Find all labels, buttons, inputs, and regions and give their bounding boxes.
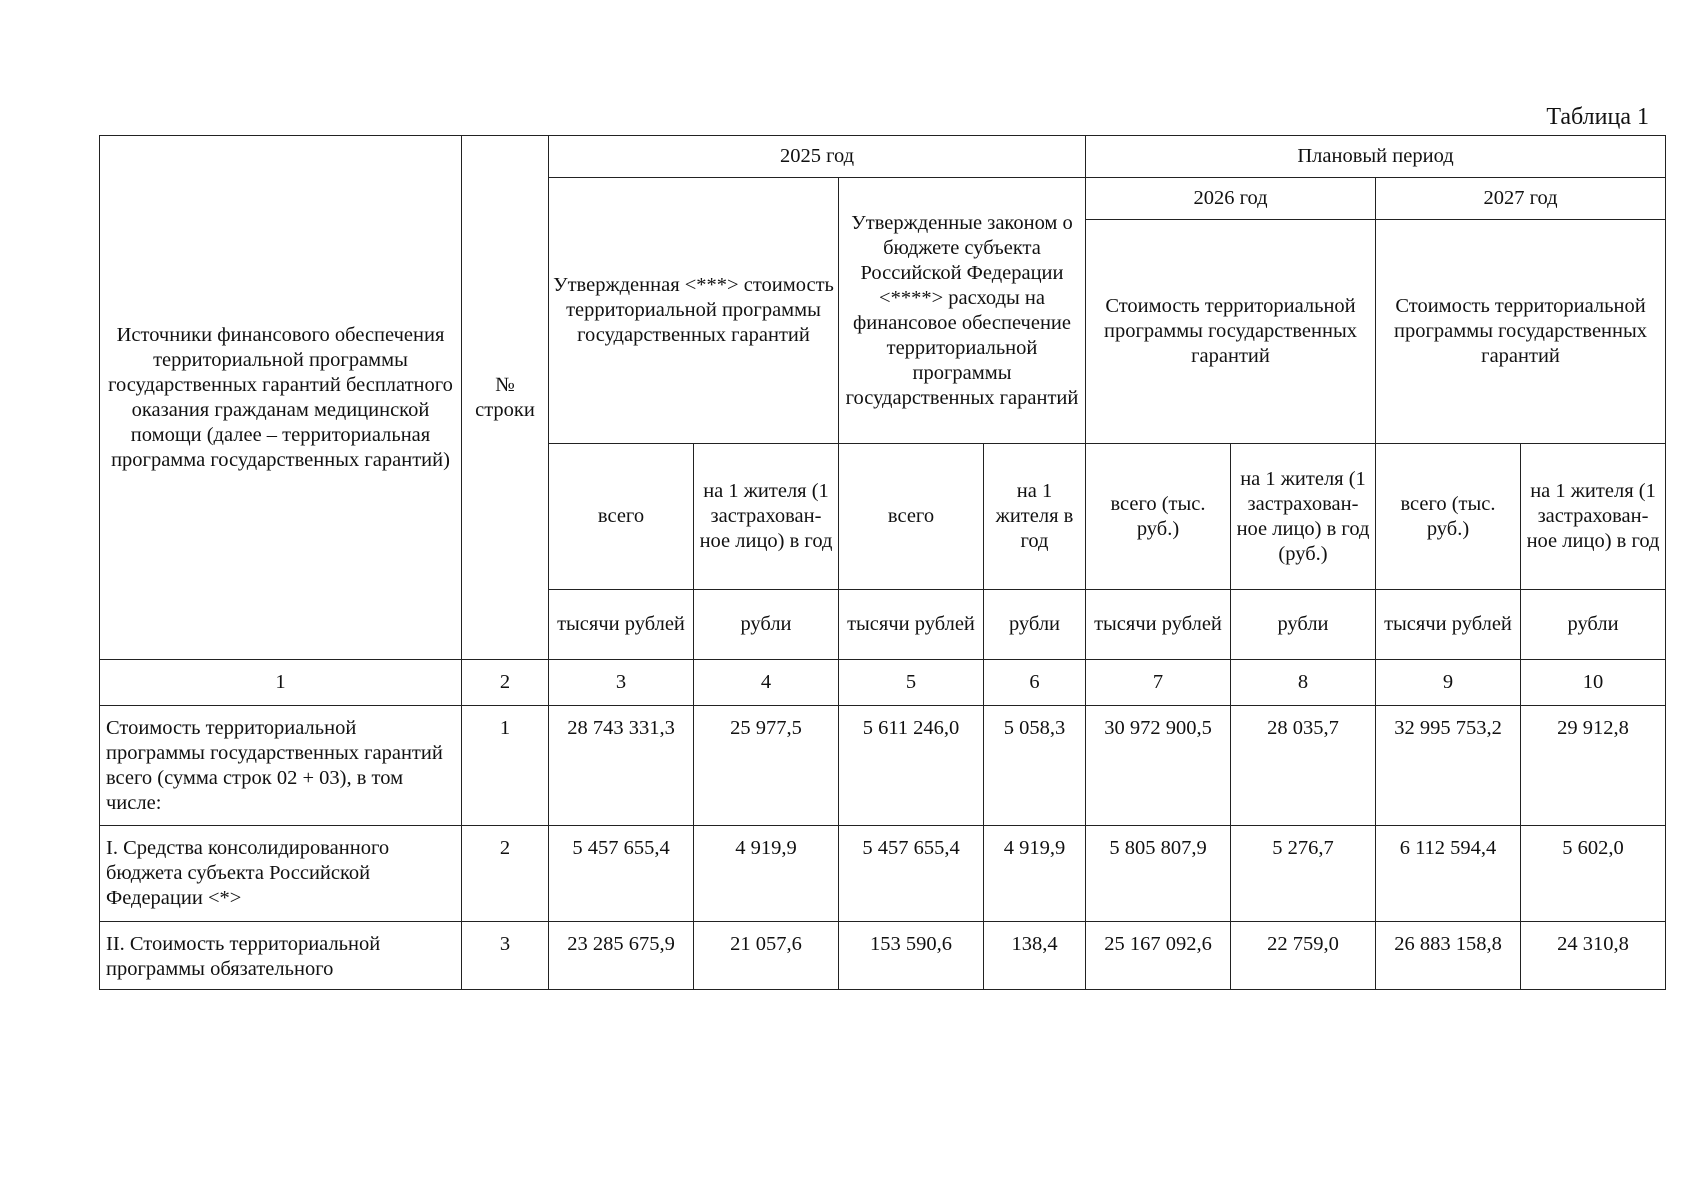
header-year-2027: 2027 год — [1376, 178, 1666, 220]
unit-c4: рубли — [694, 590, 839, 660]
column-number: 3 — [549, 660, 694, 706]
row-label: Стоимость территориальной программы государственных гарантий всего (сумма строк 02 + 03), в том числе: — [100, 706, 462, 826]
header-source: Источники финансового обеспечения территориальной программы государственных гарантий бесплатного оказания гражданам медицинской помощи (далее – территориальная программа государственных гарантий) — [100, 136, 462, 660]
cell-value: 138,4 — [984, 922, 1086, 990]
cell-value: 153 590,6 — [839, 922, 984, 990]
cell-value: 28 035,7 — [1231, 706, 1376, 826]
cell-value: 5 457 655,4 — [549, 826, 694, 922]
cell-value: 5 276,7 — [1231, 826, 1376, 922]
header-approved-cost: Утвержденная <***> стоимость территориальной программы государственных гарантий — [549, 178, 839, 444]
column-number: 1 — [100, 660, 462, 706]
header-c9: всего (тыс. руб.) — [1376, 444, 1521, 590]
header-c4: на 1 жителя (1 застрахован-ное лицо) в год — [694, 444, 839, 590]
header-c10: на 1 жителя (1 застрахован-ное лицо) в год — [1521, 444, 1666, 590]
header-c3: всего — [549, 444, 694, 590]
header-row-number: № строки — [462, 136, 549, 660]
cell-value: 26 883 158,8 — [1376, 922, 1521, 990]
table-caption: Таблица 1 — [1546, 104, 1649, 130]
column-number: 4 — [694, 660, 839, 706]
column-number: 7 — [1086, 660, 1231, 706]
column-number: 9 — [1376, 660, 1521, 706]
column-number: 2 — [462, 660, 549, 706]
cell-value: 30 972 900,5 — [1086, 706, 1231, 826]
cell-value: 21 057,6 — [694, 922, 839, 990]
header-c6: на 1 жителя в год — [984, 444, 1086, 590]
unit-c3: тысячи рублей — [549, 590, 694, 660]
cell-value: 23 285 675,9 — [549, 922, 694, 990]
cell-value: 25 977,5 — [694, 706, 839, 826]
unit-c9: тысячи рублей — [1376, 590, 1521, 660]
table-row — [100, 706, 1666, 826]
financing-table — [99, 135, 1666, 990]
cell-value: 28 743 331,3 — [549, 706, 694, 826]
row-label: I. Средства консолидированного бюджета субъекта Российской Федерации <*> — [100, 826, 462, 922]
header-approved-by-law: Утвержденные законом о бюджете субъекта Российской Федерации <****> расходы на финансовое обеспечение территориальной программы государственных гарантий — [839, 178, 1086, 444]
unit-c8: рубли — [1231, 590, 1376, 660]
column-number: 6 — [984, 660, 1086, 706]
column-number: 5 — [839, 660, 984, 706]
cell-value: 5 058,3 — [984, 706, 1086, 826]
unit-c10: рубли — [1521, 590, 1666, 660]
cell-value: 5 602,0 — [1521, 826, 1666, 922]
row-number: 3 — [462, 922, 549, 990]
cell-value: 32 995 753,2 — [1376, 706, 1521, 826]
row-number: 2 — [462, 826, 549, 922]
header-c5: всего — [839, 444, 984, 590]
unit-c7: тысячи рублей — [1086, 590, 1231, 660]
cell-value: 6 112 594,4 — [1376, 826, 1521, 922]
header-cost-2026: Стоимость территориальной программы государственных гарантий — [1086, 220, 1376, 444]
cell-value: 5 805 807,9 — [1086, 826, 1231, 922]
cell-value: 25 167 092,6 — [1086, 922, 1231, 990]
header-year-2026: 2026 год — [1086, 178, 1376, 220]
row-label: II. Стоимость территориальной программы обязательного — [100, 922, 462, 990]
cell-value: 22 759,0 — [1231, 922, 1376, 990]
header-c7: всего (тыс. руб.) — [1086, 444, 1231, 590]
table-row — [100, 826, 1666, 922]
header-planned-period: Плановый период — [1086, 136, 1666, 178]
row-number: 1 — [462, 706, 549, 826]
cell-value: 29 912,8 — [1521, 706, 1666, 826]
unit-c5: тысячи рублей — [839, 590, 984, 660]
header-c8: на 1 жителя (1 застрахован-ное лицо) в год (руб.) — [1231, 444, 1376, 590]
header-year-2025: 2025 год — [549, 136, 1086, 178]
cell-value: 4 919,9 — [984, 826, 1086, 922]
cell-value: 24 310,8 — [1521, 922, 1666, 990]
column-number: 10 — [1521, 660, 1666, 706]
cell-value: 5 611 246,0 — [839, 706, 984, 826]
cell-value: 5 457 655,4 — [839, 826, 984, 922]
cell-value: 4 919,9 — [694, 826, 839, 922]
unit-c6: рубли — [984, 590, 1086, 660]
column-number-row — [100, 660, 1666, 706]
table-row — [100, 922, 1666, 990]
column-number: 8 — [1231, 660, 1376, 706]
header-cost-2027: Стоимость территориальной программы государственных гарантий — [1376, 220, 1666, 444]
